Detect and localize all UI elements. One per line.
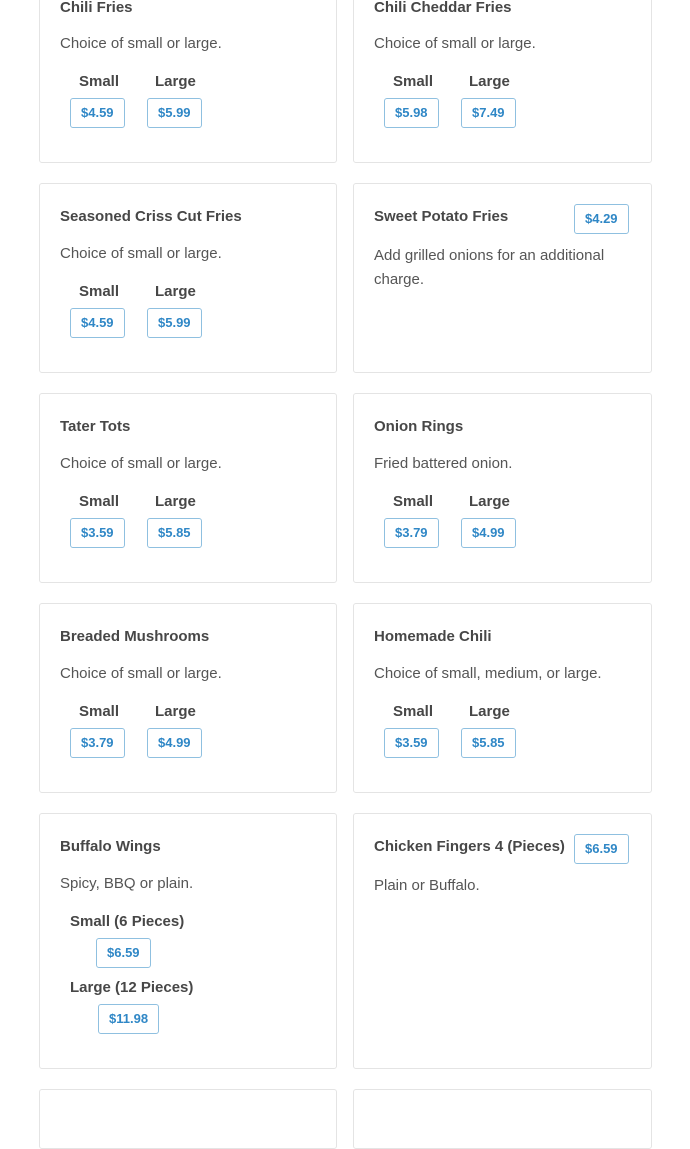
menu-item-description: Spicy, BBQ or plain. xyxy=(60,875,194,892)
size-label-small: Small xyxy=(393,73,434,90)
size-label-small: Small xyxy=(79,73,120,90)
menu-item-title: Breaded Mushrooms xyxy=(60,628,210,645)
size-label-small: Small xyxy=(79,703,120,720)
price-button-small[interactable]: $4.59 xyxy=(70,98,125,128)
menu-item-description: Choice of small or large. xyxy=(60,455,222,472)
size-label-small: Small (6 Pieces) xyxy=(70,913,185,930)
menu-item-description: Choice of small or large. xyxy=(60,245,222,262)
size-label-large: Large xyxy=(469,493,510,510)
size-label-large: Large xyxy=(469,73,510,90)
menu-card-breaded-mushrooms xyxy=(39,603,337,793)
size-label-large: Large (12 Pieces) xyxy=(70,979,194,996)
menu-item-title: Homemade Chili xyxy=(374,628,492,645)
menu-card-tater-tots xyxy=(39,393,337,583)
menu-card-onion-rings xyxy=(353,393,652,583)
price-button-large[interactable]: $5.99 xyxy=(147,98,202,128)
menu-item-description: Add grilled onions for an additional charge. xyxy=(374,247,605,288)
size-label-large: Large xyxy=(155,493,196,510)
size-label-large: Large xyxy=(155,283,196,300)
menu-card-sweet-potato-fries xyxy=(353,183,652,373)
menu-item-description: Plain or Buffalo. xyxy=(374,877,480,894)
price-button-large[interactable]: $5.99 xyxy=(147,308,202,338)
price-button-small[interactable]: $3.79 xyxy=(70,728,125,758)
size-label-large: Large xyxy=(155,703,196,720)
price-button[interactable]: $4.29 xyxy=(574,204,629,234)
menu-item-description: Fried battered onion. xyxy=(374,455,513,472)
price-button-large[interactable]: $7.49 xyxy=(461,98,516,128)
size-label-small: Small xyxy=(79,283,120,300)
size-label-small: Small xyxy=(393,703,434,720)
menu-item-title: Sweet Potato Fries xyxy=(374,208,509,225)
price-button-large[interactable]: $5.85 xyxy=(147,518,202,548)
price-button-large[interactable]: $11.98 xyxy=(98,1004,159,1034)
menu-item-description: Choice of small, medium, or large. xyxy=(374,665,602,682)
price-button-small[interactable]: $5.98 xyxy=(384,98,439,128)
size-label-small: Small xyxy=(79,493,120,510)
menu-item-title: Chicken Fingers 4 (Pieces) xyxy=(374,838,565,855)
menu-item-title: Tater Tots xyxy=(60,418,131,435)
menu-card-chicken-fingers xyxy=(353,813,652,1069)
price-button-small[interactable]: $3.59 xyxy=(384,728,439,758)
menu-item-title: Chili Cheddar Fries xyxy=(374,0,512,16)
price-button-large[interactable]: $5.85 xyxy=(461,728,516,758)
menu-item-description: Choice of small or large. xyxy=(60,665,222,682)
price-button-small[interactable]: $4.59 xyxy=(70,308,125,338)
menu-card-criss-cut-fries xyxy=(39,183,337,373)
price-button-small[interactable]: $6.59 xyxy=(96,938,151,968)
menu-item-description: Choice of small or large. xyxy=(374,35,536,52)
menu-card-buffalo-wings xyxy=(39,813,337,1069)
size-label-large: Large xyxy=(469,703,510,720)
menu-card-chili-cheddar-fries xyxy=(353,0,652,163)
menu-item-title: Buffalo Wings xyxy=(60,838,161,855)
price-button-large[interactable]: $4.99 xyxy=(147,728,202,758)
menu-item-title: Onion Rings xyxy=(374,418,464,435)
menu-card-homemade-chili xyxy=(353,603,652,793)
price-button-small[interactable]: $3.59 xyxy=(70,518,125,548)
size-label-small: Small xyxy=(393,493,434,510)
menu-item-description: Choice of small or large. xyxy=(60,35,222,52)
size-label-large: Large xyxy=(155,73,196,90)
price-button-small[interactable]: $3.79 xyxy=(384,518,439,548)
menu-card-partial xyxy=(39,1089,337,1149)
menu-item-title: Chili Fries xyxy=(60,0,133,16)
price-button[interactable]: $6.59 xyxy=(574,834,629,864)
price-button-large[interactable]: $4.99 xyxy=(461,518,516,548)
menu-card-chili-fries xyxy=(39,0,337,163)
menu-card-partial xyxy=(353,1089,652,1149)
menu-item-title: Seasoned Criss Cut Fries xyxy=(60,208,242,225)
